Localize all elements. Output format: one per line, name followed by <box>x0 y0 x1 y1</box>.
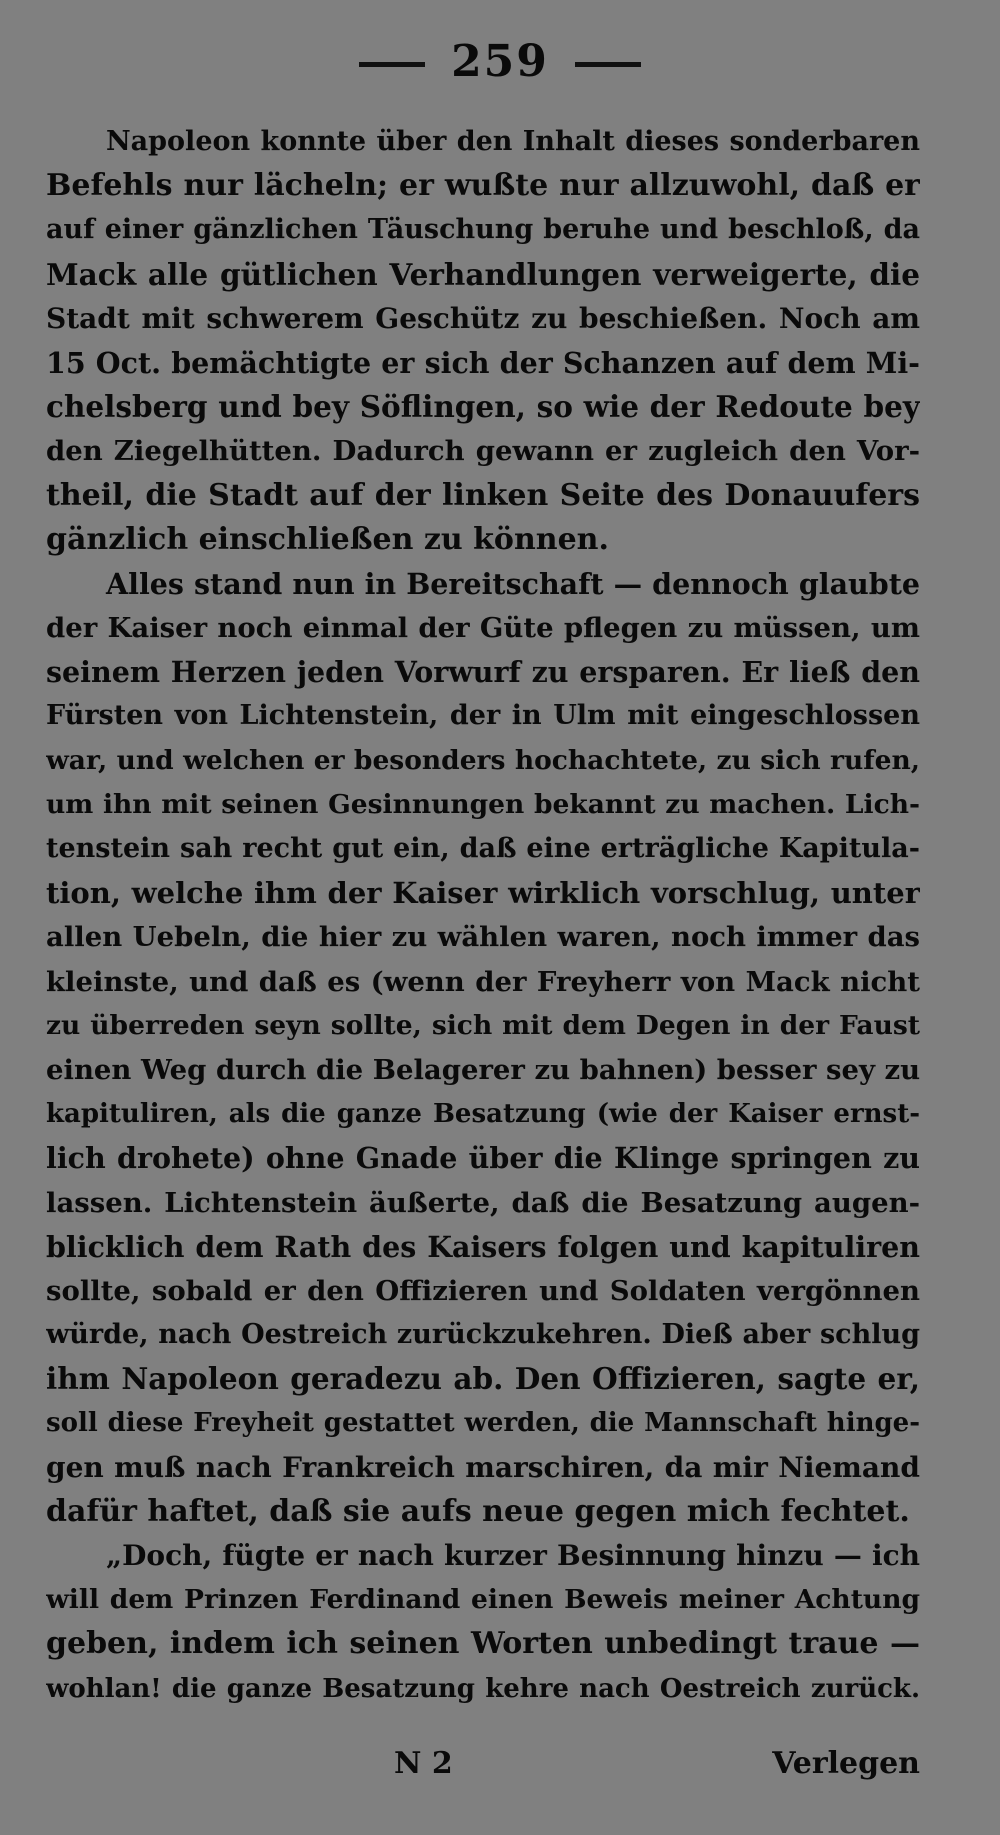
text-line: allen Uebeln, die hier zu wählen waren, noch immer das <box>46 921 920 954</box>
text-line: sollte, sobald er den Offizieren und Soldaten vergönnen <box>46 1274 920 1307</box>
text-line: ihm Napoleon geradezu ab. Den Offizieren, sagte er, <box>46 1361 920 1397</box>
text-line: Befehls nur lächeln; er wußte nur allzuwohl, daß er <box>46 168 920 204</box>
text-line: lassen. Lichtenstein äußerte, daß die Besatzung augen- <box>46 1186 920 1219</box>
text-line: tion, welche ihm der Kaiser wirklich vorschlug, unter <box>46 876 920 911</box>
text-line: gänzlich einschließen zu können. <box>46 521 609 557</box>
page-header <box>0 36 1000 87</box>
text-line: Napoleon konnte über den Inhalt dieses sonderbaren <box>106 126 920 157</box>
text-line: würde, nach Oestreich zurückzukehren. Dieß aber schlug <box>46 1319 920 1351</box>
text-line: war, und welchen er besonders hochachtete, zu sich rufen, <box>46 744 920 776</box>
text-line: einen Weg durch die Belagerer zu bahnen) besser sey zu <box>46 1053 920 1086</box>
text-line: um ihn mit seinen Gesinnungen bekannt zu machen. Lich- <box>46 788 920 820</box>
header-dash-right <box>575 62 641 67</box>
text-line: will dem Prinzen Ferdinand einen Beweis meiner Achtung <box>46 1584 920 1616</box>
text-line: dafür haftet, daß sie aufs neue gegen mich fechtet. <box>46 1493 910 1529</box>
text-line: blicklich dem Rath des Kaisers folgen und kapituliren <box>46 1229 920 1264</box>
text-line: „Doch, fügte er nach kurzer Besinnung hinzu — ich <box>106 1539 920 1572</box>
text-line: wohlan! die ganze Besatzung kehre nach Oestreich zurück. <box>46 1673 920 1704</box>
text-line: Mack alle gütlichen Verhandlungen verweigerte, die <box>46 256 920 292</box>
text-line: auf einer gänzlichen Täuschung beruhe und beschloß, da <box>46 214 920 246</box>
text-line: Fürsten von Lichtenstein, der in Ulm mit eingeschlossen <box>46 700 920 732</box>
text-line: geben, indem ich seinen Worten unbedingt traue — <box>46 1626 920 1662</box>
text-line: tenstein sah recht gut ein, daß eine erträgliche Kapitula- <box>46 833 920 864</box>
text-line: den Ziegelhütten. Dadurch gewann er zugleich den Vor- <box>46 435 920 468</box>
text-line: theil, die Stadt auf der linken Seite des Donauufers <box>46 477 920 513</box>
text-line: zu überreden seyn sollte, sich mit dem Degen in der Faust <box>46 1009 920 1041</box>
text-line: lich drohete) ohne Gnade über die Klinge springen zu <box>46 1141 920 1176</box>
text-line: seinem Herzen jeden Vorwurf zu ersparen. Er ließ den <box>46 655 920 690</box>
text-line: soll diese Freyheit gestattet werden, die Mannschaft hinge- <box>46 1408 920 1439</box>
catchword: Verlegen <box>772 1746 920 1781</box>
page-footer <box>46 1746 920 1790</box>
text-line: kapituliren, als die ganze Besatzung (wie der Kaiser ernst- <box>46 1099 920 1130</box>
text-line: kleinste, und daß es (wenn der Freyherr von Mack nicht <box>46 965 920 998</box>
header-dash-left <box>359 62 425 67</box>
text-line: 15 Oct. bemächtigte er sich der Schanzen auf dem Mi- <box>46 345 920 380</box>
signature-mark: N 2 <box>394 1746 453 1781</box>
body-text <box>46 120 920 1711</box>
text-line: chelsberg und bey Söflingen, so wie der Redoute bey <box>46 389 920 425</box>
text-line: Alles stand nun in Bereitschaft — dennoch glaubte <box>106 566 920 601</box>
text-line: gen muß nach Frankreich marschiren, da mir Niemand <box>46 1450 920 1484</box>
page-number: 259 <box>451 36 549 87</box>
text-line: Stadt mit schwerem Geschütz zu beschießen. Noch am <box>46 301 920 335</box>
text-line: der Kaiser noch einmal der Güte pflegen zu müssen, um <box>46 612 920 645</box>
